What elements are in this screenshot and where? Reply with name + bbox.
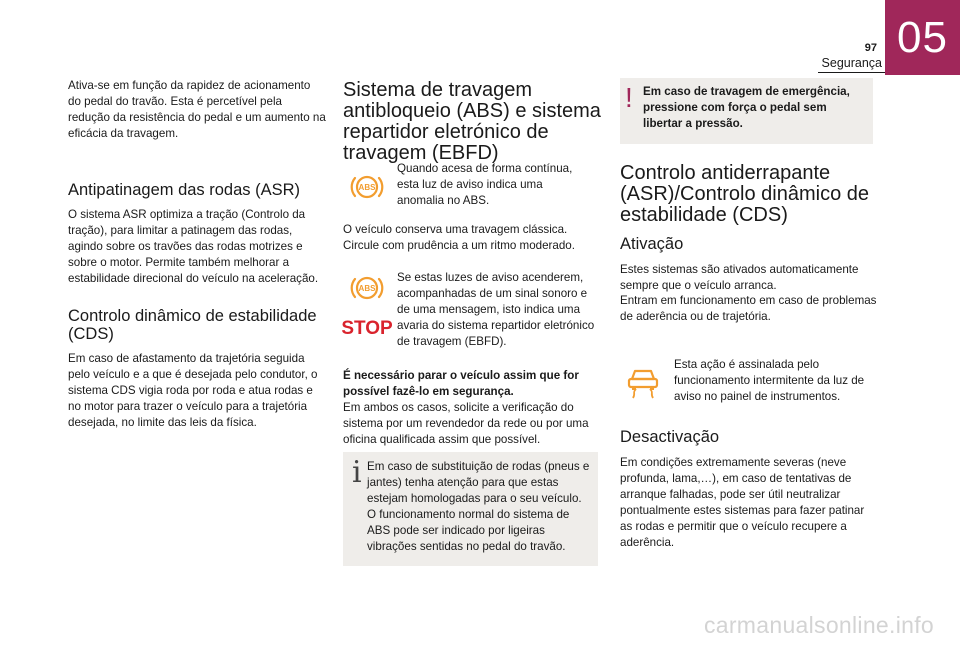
deactivation-paragraph: Em condições extremamente severas (neve profunda, lama,…), em caso de tentativas de arranque falhadas, pode ser útil neutralizar pontualmente estes sistemas para fazer patinar as rodas e permitir que o veículo recupere a aderência. [620,456,865,549]
asr-cds-heading-line: Controlo antiderrapante [620,162,831,184]
deactivation-heading: Desactivação [620,428,720,446]
chapter-tab [885,0,960,75]
cds-heading [68,307,326,343]
cds-paragraph: Em caso de afastamento da trajetória seguida pelo veículo e a que é desejada pelo condutor, o sistema CDS vigia roda por roda e atua rodas e no motor para trazer o veículo para a trajetória desejada, no limite das leis da física. [68,352,318,429]
stop-paragraph: Em ambos os casos, solicite a verificação do sistema por um revendedor da rede ou por uma oficina qualificada assim que possível. [343,401,589,446]
ebfd-lamps-paragraph: Se estas luzes de aviso acenderem, acompanhadas de um sinal sonoro e de uma mensagem, isto indica uma avaria do sistema repartidor eletrónico de travagem (EBFD). [397,271,595,348]
abs-icon-text: ABS [358,183,376,193]
stop-icon-text: STOP [341,318,393,339]
asr-cds-heading-line: (ASR)/Controlo dinâmico de [620,183,869,205]
abs-warning-icon-2 [347,273,387,303]
stop-warning-icon [341,315,393,339]
skid-car-icon [624,365,662,399]
asr-heading: Antipatinagem das rodas (ASR) [68,181,301,199]
info-note-text: Em caso de substituição de rodas (pneus e jantes) tenha atenção para que estas estejam homologadas para o seu veículo. O funcionamento normal do sistema de ABS pode ser indicado por ligeiras vibrações sentidas no pedal do travão. [367,460,590,553]
warning-note-box [620,78,873,144]
blink-paragraph: Esta ação é assinalada pelo funcionamento intermitente da luz de aviso no painel de instrumentos. [674,358,865,403]
abs-heading-line: travagem (EBFD) [343,142,499,164]
cds-heading-line2: (CDS) [68,325,114,343]
chapter-number: 05 [897,12,948,62]
intro-paragraph: Ativa-se em função da rapidez de acionamento do pedal do travão. Esta é percetível pela redução da resistência do pedal e um aumento na eficácia da travagem. [68,79,326,140]
abs-icon-text: ABS [358,284,376,294]
abs-heading-line: Sistema de travagem [343,79,532,101]
header-rule [818,72,885,73]
asr-cds-heading [620,163,880,226]
cds-heading-line1: Controlo dinâmico de estabilidade [68,307,317,325]
watermark: carmanualsonline.info [703,612,934,638]
activation-paragraph-2: Entram em funcionamento em caso de problemas de aderência ou de trajetória. [620,294,877,323]
abs-heading [343,80,603,164]
asr-paragraph: O sistema ASR optimiza a tração (Controlo da tração), para limitar a patinagem das rodas, agindo sobre os travões das rodas motrizes e sobre o motor. Permite também melhorar a estabilidade direcional do veículo na aceleração. [68,208,319,285]
info-note-box [343,452,598,566]
activation-paragraph: Estes sistemas são ativados automaticamente sempre que o veículo arranca. [620,263,859,292]
info-icon: i [352,455,362,490]
section-name: Segurança [821,56,882,70]
abs-heading-line: antibloqueio (ABS) e sistema [343,100,601,122]
activation-heading: Ativação [620,235,684,253]
warning-note-text: Em caso de travagem de emergência, pressione com força o pedal sem libertar a pressão. [643,85,850,130]
abs-heading-line: repartidor eletrónico de [343,121,549,143]
warning-exclamation-icon: ! [625,82,633,113]
abs-warning-icon [347,172,387,202]
page-number: 97 [864,42,877,54]
abs-conserve-paragraph: O veículo conserva uma travagem clássica. Circule com prudência a um ritmo moderado. [343,223,575,252]
asr-cds-heading-line: estabilidade (CDS) [620,204,788,226]
stop-bold-paragraph: É necessário parar o veículo assim que for possível fazê-lo em segurança. [343,369,579,398]
abs-lamp-paragraph: Quando acesa de forma contínua, esta luz de aviso indica uma anomalia no ABS. [397,162,573,207]
